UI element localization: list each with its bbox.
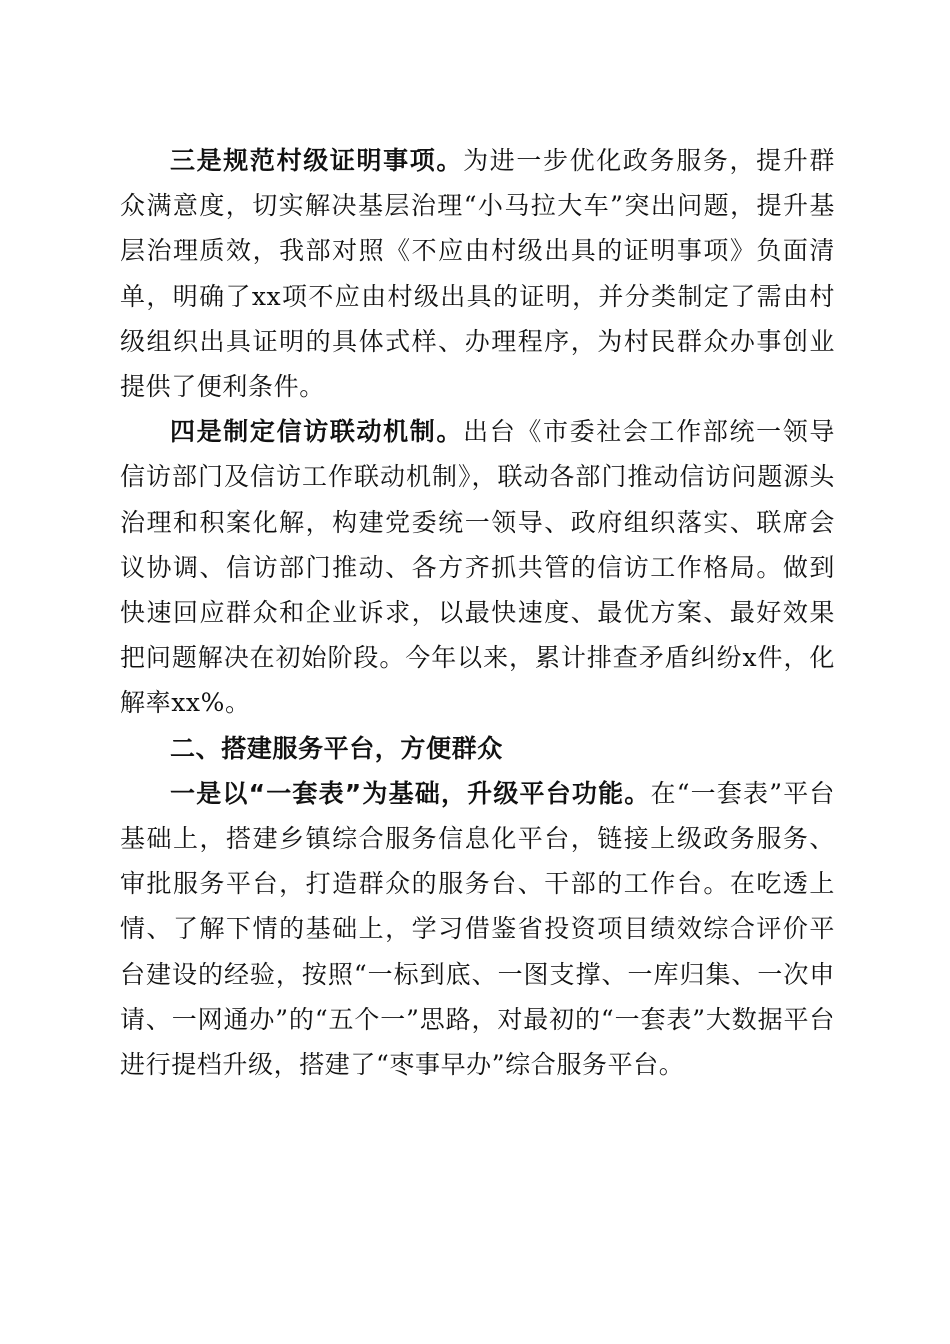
document-page xyxy=(120,138,835,1087)
paragraph-body: 在“一套表”平台基础上，搭建乡镇综合服务信息化平台，链接上级政务服务、审批服务平台，打造群众的服务台、干部的工作台。在吃透上情、了解下情的基础上，学习借鉴省投资项目绩效综合评价平台建设的经验，按照“一标到底、一图支撑、一库归集、一次申请、一网通办”的“五个一”思路，对最初的“一套表”大数据平台进行提档升级，搭建了“枣事早办”综合服务平台。 xyxy=(120,778,835,1080)
paragraph-platform-upgrade xyxy=(120,771,835,1087)
paragraph-village-certificates xyxy=(120,138,835,409)
paragraph-body: 出台《市委社会工作部统一领导信访部门及信访工作联动机制》，联动各部门推动信访问题源头治理和积案化解，构建党委统一领导、政府组织落实、联席会议协调、信访部门推动、各方齐抓共管的信访工作格局。做到快速回应群众和企业诉求，以最快速度、最优方案、最好效果把问题解决在初始阶段。今年以来，累计排查矛盾纠纷x件，化解率xx%。 xyxy=(120,417,835,718)
paragraph-lead: 三是规范村级证明事项。 xyxy=(170,146,464,175)
section-heading: 二、搭建服务平台，方便群众 xyxy=(170,733,503,763)
paragraph-lead: 一是以“一套表”为基础，升级平台功能。 xyxy=(170,778,651,808)
paragraph-petition-mechanism xyxy=(120,409,835,725)
paragraph-body: 为进一步优化政务服务，提升群众满意度，切实解决基层治理“小马拉大车”突出问题，提升基层治理质效，我部对照《不应由村级出具的证明事项》负面清单，明确了xx项不应由村级出具的证明，并分类制定了需由村级组织出具证明的具体式样、办理程序，为村民群众办事创业提供了便利条件。 xyxy=(120,146,835,402)
paragraph-lead: 四是制定信访联动机制。 xyxy=(170,417,464,447)
